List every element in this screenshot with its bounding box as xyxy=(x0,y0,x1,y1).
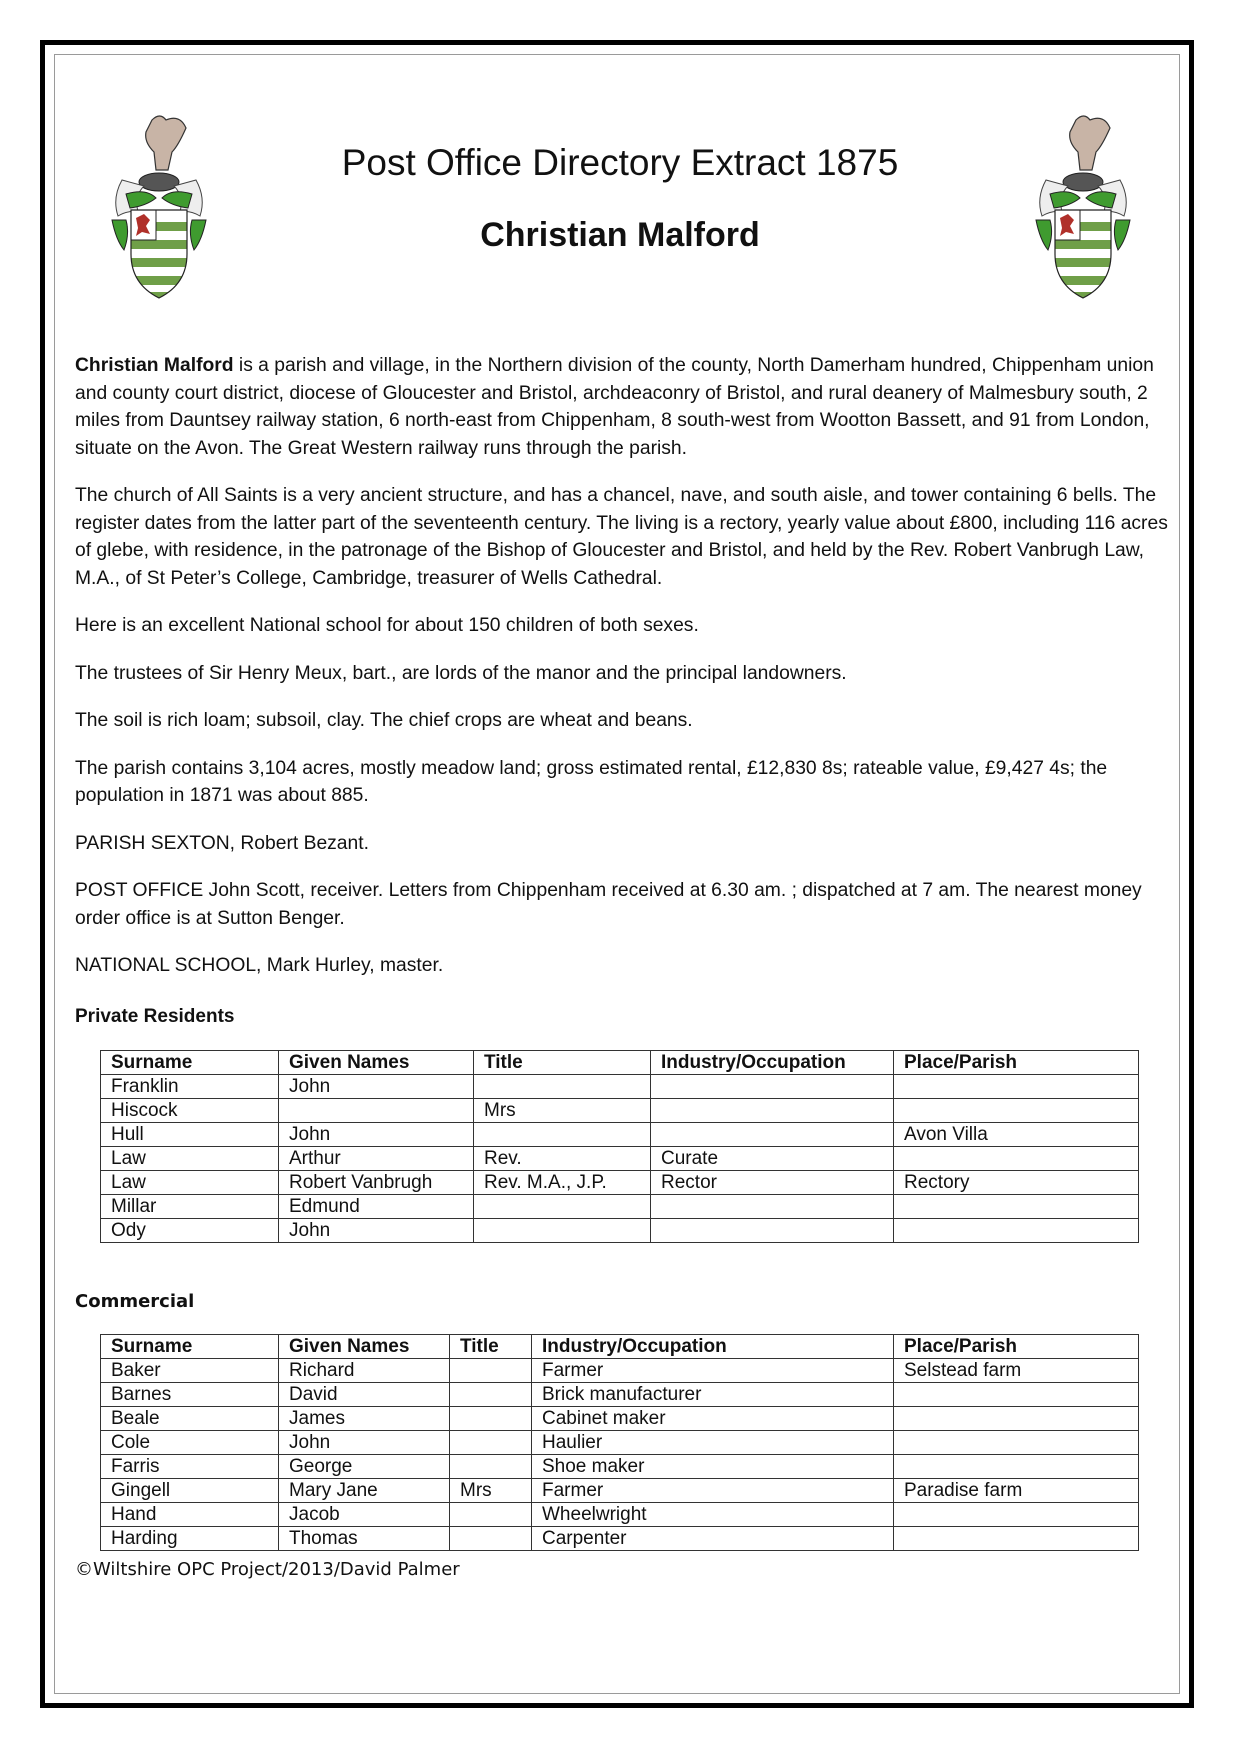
table-cell: Hiscock xyxy=(101,1098,279,1122)
table-row xyxy=(101,1406,1139,1430)
table-row xyxy=(101,1194,1139,1218)
paragraph-parish-stats: The parish contains 3,104 acres, mostly meadow land; gross estimated rental, £12,830 8s; rateable value, £9,427 4s; the population in 1871 was about 885. xyxy=(75,757,1108,806)
table-row xyxy=(101,1454,1139,1478)
table-cell: Arthur xyxy=(279,1146,474,1170)
column-header: Title xyxy=(474,1050,651,1074)
table-cell xyxy=(651,1218,894,1242)
private-residents-table xyxy=(100,1050,1139,1243)
column-header: Surname xyxy=(101,1334,279,1358)
column-header: Surname xyxy=(101,1050,279,1074)
table-cell xyxy=(474,1218,651,1242)
table-cell xyxy=(894,1502,1139,1526)
table-cell: Paradise farm xyxy=(894,1478,1139,1502)
table-cell: Edmund xyxy=(279,1194,474,1218)
table-row xyxy=(101,1358,1139,1382)
table-cell: David xyxy=(279,1382,450,1406)
table-cell xyxy=(894,1074,1139,1098)
table-row xyxy=(101,1170,1139,1194)
table-cell: Carpenter xyxy=(532,1526,894,1550)
coat-of-arms-icon xyxy=(1028,110,1138,300)
table-cell: Avon Villa xyxy=(894,1122,1139,1146)
table-cell: Law xyxy=(101,1146,279,1170)
column-header: Industry/Occupation xyxy=(532,1334,894,1358)
table-cell: Haulier xyxy=(532,1430,894,1454)
intro-paragraph xyxy=(75,352,1175,462)
table-cell xyxy=(450,1502,532,1526)
table-cell: James xyxy=(279,1406,450,1430)
table-cell: Mary Jane xyxy=(279,1478,450,1502)
table-row xyxy=(101,1502,1139,1526)
table-cell: Baker xyxy=(101,1358,279,1382)
commercial-table xyxy=(100,1334,1139,1551)
table-cell xyxy=(450,1382,532,1406)
copyright-footer: ©Wiltshire OPC Project/2013/David Palmer xyxy=(75,1558,460,1580)
table-cell: Barnes xyxy=(101,1382,279,1406)
document-title: Post Office Directory Extract 1875 xyxy=(341,142,899,183)
table-cell xyxy=(894,1098,1139,1122)
table-cell xyxy=(450,1406,532,1430)
table-cell: Rev. xyxy=(474,1146,651,1170)
column-header: Given Names xyxy=(279,1050,474,1074)
table-cell xyxy=(651,1098,894,1122)
table-cell: Curate xyxy=(651,1146,894,1170)
private-residents-heading: Private Residents xyxy=(75,1005,235,1027)
table-cell xyxy=(450,1358,532,1382)
table-row xyxy=(101,1074,1139,1098)
table-cell: Cabinet maker xyxy=(532,1406,894,1430)
table-cell xyxy=(450,1454,532,1478)
column-header: Place/Parish xyxy=(894,1334,1139,1358)
table-cell: Ody xyxy=(101,1218,279,1242)
document-body xyxy=(75,352,1175,1580)
paragraph-church: The church of All Saints is a very ancient structure, and has a chancel, nave, and south aisle, and tower containing 6 bells. The register dates from the latter part of the seventeenth century. The living is a rectory, yearly value about £800, including 116 acres of glebe, with residence, in the patronage of the Bishop of Gloucester and Bristol, and held by the Rev. Robert Vanbrugh Law, M.A., of St Peter’s College, Cambridge, treasurer of Wells Cathedral. xyxy=(75,485,1168,589)
table-cell: Hull xyxy=(101,1122,279,1146)
table-cell: Selstead farm xyxy=(894,1358,1139,1382)
table-cell xyxy=(450,1430,532,1454)
paragraph-post-office: POST OFFICE John Scott, receiver. Letters from Chippenham received at 6.30 am. ; dispatched at 7 am. The nearest money order office is at Sutton Benger. xyxy=(75,880,1142,929)
table-row xyxy=(101,1098,1139,1122)
table-cell: John xyxy=(279,1122,474,1146)
table-cell xyxy=(474,1074,651,1098)
table-row xyxy=(101,1122,1139,1146)
column-header: Title xyxy=(450,1334,532,1358)
table-cell: John xyxy=(279,1074,474,1098)
table-cell xyxy=(651,1074,894,1098)
table-cell: Rector xyxy=(651,1170,894,1194)
table-cell: Robert Vanbrugh xyxy=(279,1170,474,1194)
table-cell: Mrs xyxy=(474,1098,651,1122)
intro-lead-text: is a parish and village, in the Northern division of the county, North Damerham hundred, Chippenham union and county court district, diocese of Gloucester and Bristol, archdeaconry of Bristol, and rural deanery of Malmesbury south, 2 miles from Dauntsey railway station, 6 north-east from Chippenham, 8 south-west from Wootton Bassett, and 91 from London, situate on the Avon. The Great Western railway runs through the parish. xyxy=(75,355,1154,459)
table-cell xyxy=(894,1382,1139,1406)
column-header: Given Names xyxy=(279,1334,450,1358)
table-cell: Shoe maker xyxy=(532,1454,894,1478)
table-cell xyxy=(450,1526,532,1550)
table-cell xyxy=(894,1430,1139,1454)
table-cell: Farris xyxy=(101,1454,279,1478)
table-cell: Hand xyxy=(101,1502,279,1526)
table-cell xyxy=(894,1526,1139,1550)
table-cell: John xyxy=(279,1430,450,1454)
table-cell: Beale xyxy=(101,1406,279,1430)
place-title: Christian Malford xyxy=(480,216,760,254)
table-cell: Farmer xyxy=(532,1358,894,1382)
table-cell: Wheelwright xyxy=(532,1502,894,1526)
paragraph-sexton: PARISH SEXTON, Robert Bezant. xyxy=(75,832,369,854)
paragraph-soil: The soil is rich loam; subsoil, clay. The chief crops are wheat and beans. xyxy=(75,710,693,731)
table-row xyxy=(101,1146,1139,1170)
table-cell xyxy=(894,1406,1139,1430)
paragraph-school: Here is an excellent National school for about 150 children of both sexes. xyxy=(75,615,699,636)
table-cell xyxy=(894,1146,1139,1170)
table-cell xyxy=(474,1122,651,1146)
intro-lead-bold: Christian Malford xyxy=(75,355,234,376)
table-cell: Rectory xyxy=(894,1170,1139,1194)
table-cell: Franklin xyxy=(101,1074,279,1098)
table-cell: Farmer xyxy=(532,1478,894,1502)
paragraph-manor: The trustees of Sir Henry Meux, bart., are lords of the manor and the principal landowners. xyxy=(75,662,847,684)
commercial-heading: Commercial xyxy=(75,1290,195,1312)
table-cell: Millar xyxy=(101,1194,279,1218)
table-cell xyxy=(651,1194,894,1218)
table-cell xyxy=(279,1098,474,1122)
table-cell: Thomas xyxy=(279,1526,450,1550)
table-cell xyxy=(474,1194,651,1218)
table-cell: Mrs xyxy=(450,1478,532,1502)
table-cell xyxy=(894,1454,1139,1478)
table-cell: George xyxy=(279,1454,450,1478)
table-cell xyxy=(651,1122,894,1146)
table-cell: Richard xyxy=(279,1358,450,1382)
table-cell: Harding xyxy=(101,1526,279,1550)
paragraph-national-school: NATIONAL SCHOOL, Mark Hurley, master. xyxy=(75,955,444,976)
table-cell xyxy=(894,1194,1139,1218)
table-cell: Brick manufacturer xyxy=(532,1382,894,1406)
table-cell: Cole xyxy=(101,1430,279,1454)
table-row xyxy=(101,1382,1139,1406)
coat-of-arms-icon xyxy=(104,110,214,300)
table-row xyxy=(101,1478,1139,1502)
table-row xyxy=(101,1430,1139,1454)
table-row xyxy=(101,1218,1139,1242)
table-header-row xyxy=(101,1334,1139,1358)
table-cell: John xyxy=(279,1218,474,1242)
column-header: Industry/Occupation xyxy=(651,1050,894,1074)
column-header: Place/Parish xyxy=(894,1050,1139,1074)
table-cell: Rev. M.A., J.P. xyxy=(474,1170,651,1194)
table-header-row xyxy=(101,1050,1139,1074)
table-cell xyxy=(894,1218,1139,1242)
table-cell: Gingell xyxy=(101,1478,279,1502)
table-cell: Law xyxy=(101,1170,279,1194)
table-row xyxy=(101,1526,1139,1550)
table-cell: Jacob xyxy=(279,1502,450,1526)
